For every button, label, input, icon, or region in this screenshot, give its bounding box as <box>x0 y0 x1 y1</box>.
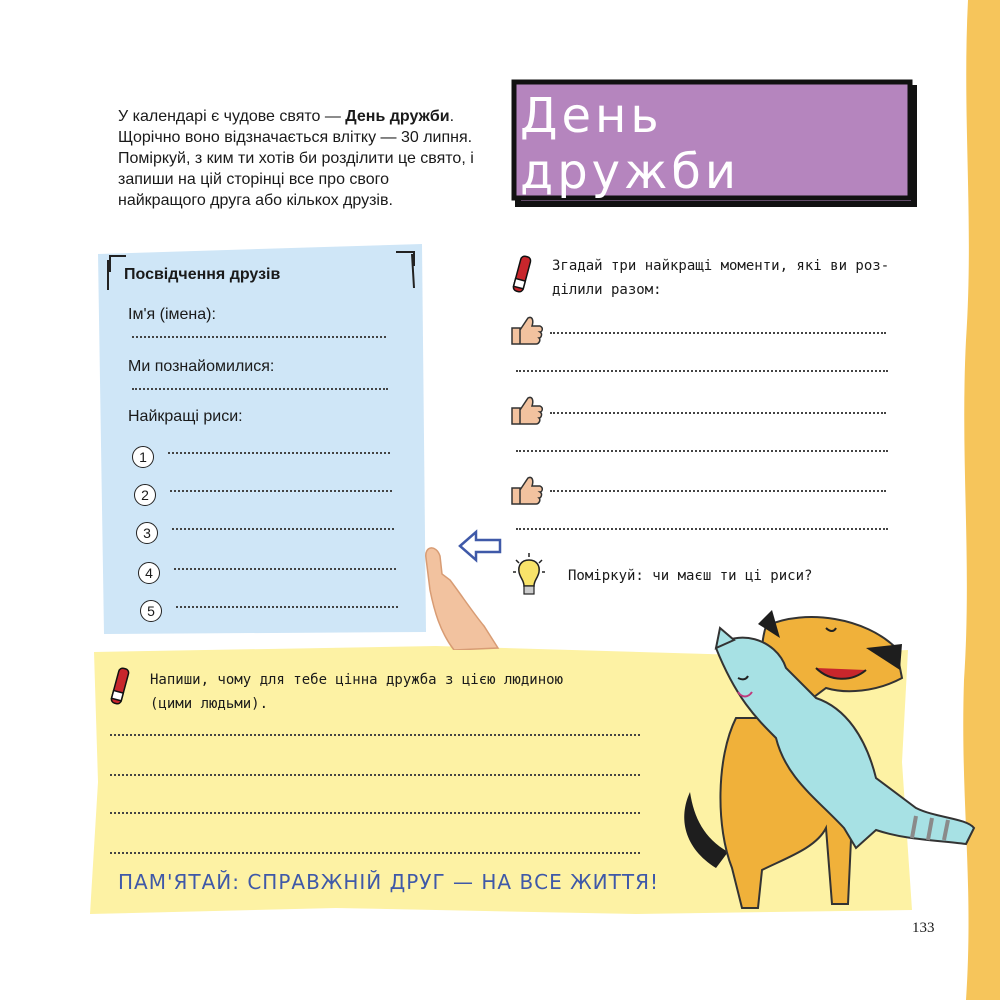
dog-and-cat-illustration <box>676 608 976 912</box>
trait-dotted-line-3[interactable] <box>172 528 394 530</box>
thumbs-up-icon <box>510 394 544 426</box>
marker-icon <box>510 250 534 298</box>
moment-dotted-line-2b[interactable] <box>516 450 888 452</box>
moment-dotted-line-3a[interactable] <box>550 490 886 492</box>
trait-dotted-line-5[interactable] <box>176 606 398 608</box>
name-dotted-line[interactable] <box>132 336 386 338</box>
why-dotted-line-1[interactable] <box>110 734 640 736</box>
moment-dotted-line-2a[interactable] <box>550 412 886 414</box>
trait-number-3: 3 <box>136 522 158 544</box>
why-prompt-line2: (цими людьми). <box>150 696 269 712</box>
moment-dotted-line-1a[interactable] <box>550 332 886 334</box>
intro-paragraph: У календарі є чудове свято — День дружби. Щорічно воно відзначається влітку — 30 липня. Поміркуй, з ким ти хотів би розділити це свято, і запиши на цій сторінці все про свого найкращого друга або кількох друзів. <box>118 108 474 209</box>
moment-dotted-line-1b[interactable] <box>516 370 888 372</box>
name-label: Ім'я (імена): <box>128 306 216 323</box>
page-number: 133 <box>912 920 935 936</box>
met-label: Ми познайомилися: <box>128 358 275 375</box>
why-dotted-line-2[interactable] <box>110 774 640 776</box>
why-dotted-line-3[interactable] <box>110 812 640 814</box>
moments-prompt-line1: Згадай три найкращі моменти, які ви роз- <box>552 258 890 274</box>
trait-number-5: 5 <box>140 600 162 622</box>
moment-dotted-line-3b[interactable] <box>516 528 888 530</box>
arrow-left-icon <box>456 528 504 564</box>
thumbs-up-icon <box>510 314 544 346</box>
trait-number-4: 4 <box>138 562 160 584</box>
card-title: Посвідчення друзів <box>124 266 281 283</box>
thumbs-up-icon <box>510 474 544 506</box>
remember-slogan: ПАМ'ЯТАЙ: СПРАВЖНІЙ ДРУГ — НА ВСЕ ЖИТТЯ! <box>118 870 659 894</box>
trait-number-1: 1 <box>132 446 154 468</box>
trait-dotted-line-4[interactable] <box>174 568 396 570</box>
lightbulb-icon <box>512 552 546 598</box>
trait-number-2: 2 <box>134 484 156 506</box>
why-prompt-line1: Напиши, чому для тебе цінна дружба з цією людиною <box>150 672 564 688</box>
why-dotted-line-4[interactable] <box>110 852 640 854</box>
think-prompt: Поміркуй: чи маєш ти ці риси? <box>568 568 813 584</box>
met-dotted-line[interactable] <box>132 388 388 390</box>
trait-dotted-line-2[interactable] <box>170 490 392 492</box>
moments-prompt-line2: ділили разом: <box>552 282 662 298</box>
intro-bold: День дружби <box>345 108 450 125</box>
trait-dotted-line-1[interactable] <box>168 452 390 454</box>
page-title: День дружби <box>520 88 741 200</box>
traits-label: Найкращі риси: <box>128 408 243 425</box>
marker-icon <box>108 662 132 710</box>
